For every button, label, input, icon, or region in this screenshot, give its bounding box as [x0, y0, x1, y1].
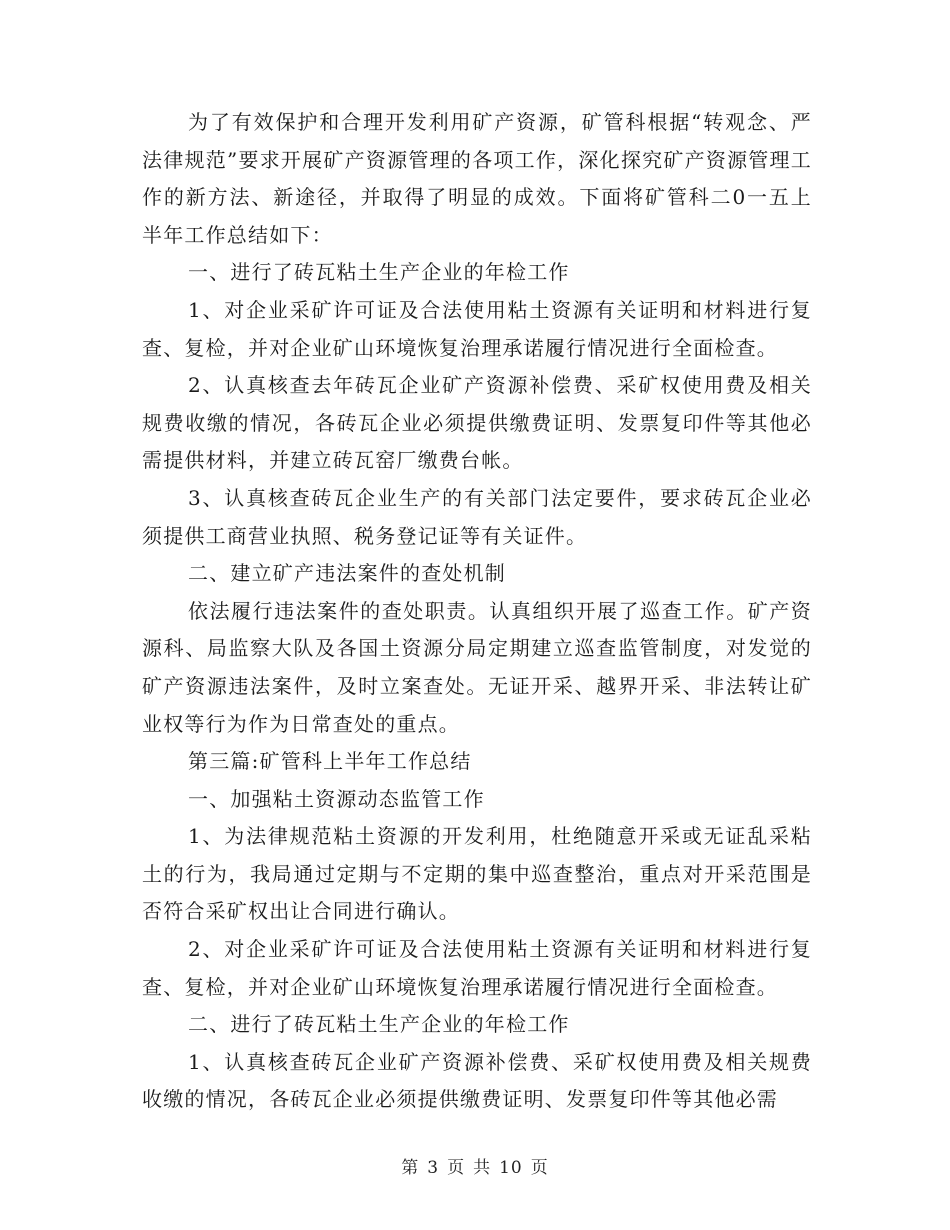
paragraph-item-1: 1、对企业采矿许可证及合法使用粘土资源有关证明和材料进行复查、复检，并对企业矿山环境恢复治理承诺履行情况进行全面检查。: [142, 297, 812, 360]
page-footer: [0, 1153, 950, 1178]
paragraph-item-3: 3、认真核查砖瓦企业生产的有关部门法定要件，要求砖瓦企业必须提供工商营业执照、税务登记证等有关证件。: [142, 485, 812, 548]
footer-total-pages: 10: [499, 1158, 523, 1178]
heading-annual-inspection: 一、进行了砖瓦粘土生产企业的年检工作: [188, 260, 570, 285]
paragraph-fee-check: 1、认真核查砖瓦企业矿产资源补偿费、采矿权使用费及相关规费收缴的情况，各砖瓦企业必须提供缴费证明、发票复印件等其他必需: [142, 1049, 812, 1112]
paragraph-item-2: 2、认真核查去年砖瓦企业矿产资源补偿费、采矿权使用费及相关规费收缴的情况，各砖瓦企业必须提供缴费证明、发票复印件等其他必需提供材料，并建立砖瓦窑厂缴费台帐。: [142, 373, 812, 473]
paragraph-supervision-1: 1、为法律规范粘土资源的开发利用，杜绝随意开采或无证乱采粘土的行为，我局通过定期与不定期的集中巡查整治，重点对开采范围是否符合采矿权出让合同进行确认。: [142, 824, 812, 924]
heading-dynamic-supervision: 一、加强粘土资源动态监管工作: [188, 786, 485, 811]
heading-violation-mechanism: 二、建立矿产违法案件的查处机制: [188, 561, 506, 586]
paragraph-supervision-2: 2、对企业采矿许可证及合法使用粘土资源有关证明和材料进行复查、复检，并对企业矿山环境恢复治理承诺履行情况进行全面检查。: [142, 937, 812, 999]
heading-annual-inspection-2: 二、进行了砖瓦粘土生产企业的年检工作: [188, 1012, 570, 1037]
paragraph-violation: 依法履行违法案件的查处职责。认真组织开展了巡查工作。矿产资源科、局监察大队及各国土资源分局定期建立巡查监管制度，对发觉的矿产资源违法案件，及时立案查处。无证开采、越界开采、非法转让矿业权等行为作为日常查处的重点。: [142, 598, 812, 736]
document-body: [142, 104, 812, 1119]
footer-prefix: 第: [401, 1158, 420, 1178]
paragraph-intro: 为了有效保护和合理开发利用矿产资源，矿管科根据“转观念、严法律规范”要求开展矿产资源管理的各项工作，深化探究矿产资源管理工作的新方法、新途径，并取得了明显的成效。下面将矿管科二0一五上半年工作总结如下：: [142, 110, 812, 247]
footer-page-word: 页: [447, 1158, 466, 1178]
footer-current-page: 3: [427, 1158, 440, 1178]
section-title-third: 第三篇:矿管科上半年工作总结: [188, 749, 472, 774]
footer-page-word-end: 页: [530, 1158, 549, 1178]
footer-total-word: 共: [473, 1158, 492, 1178]
